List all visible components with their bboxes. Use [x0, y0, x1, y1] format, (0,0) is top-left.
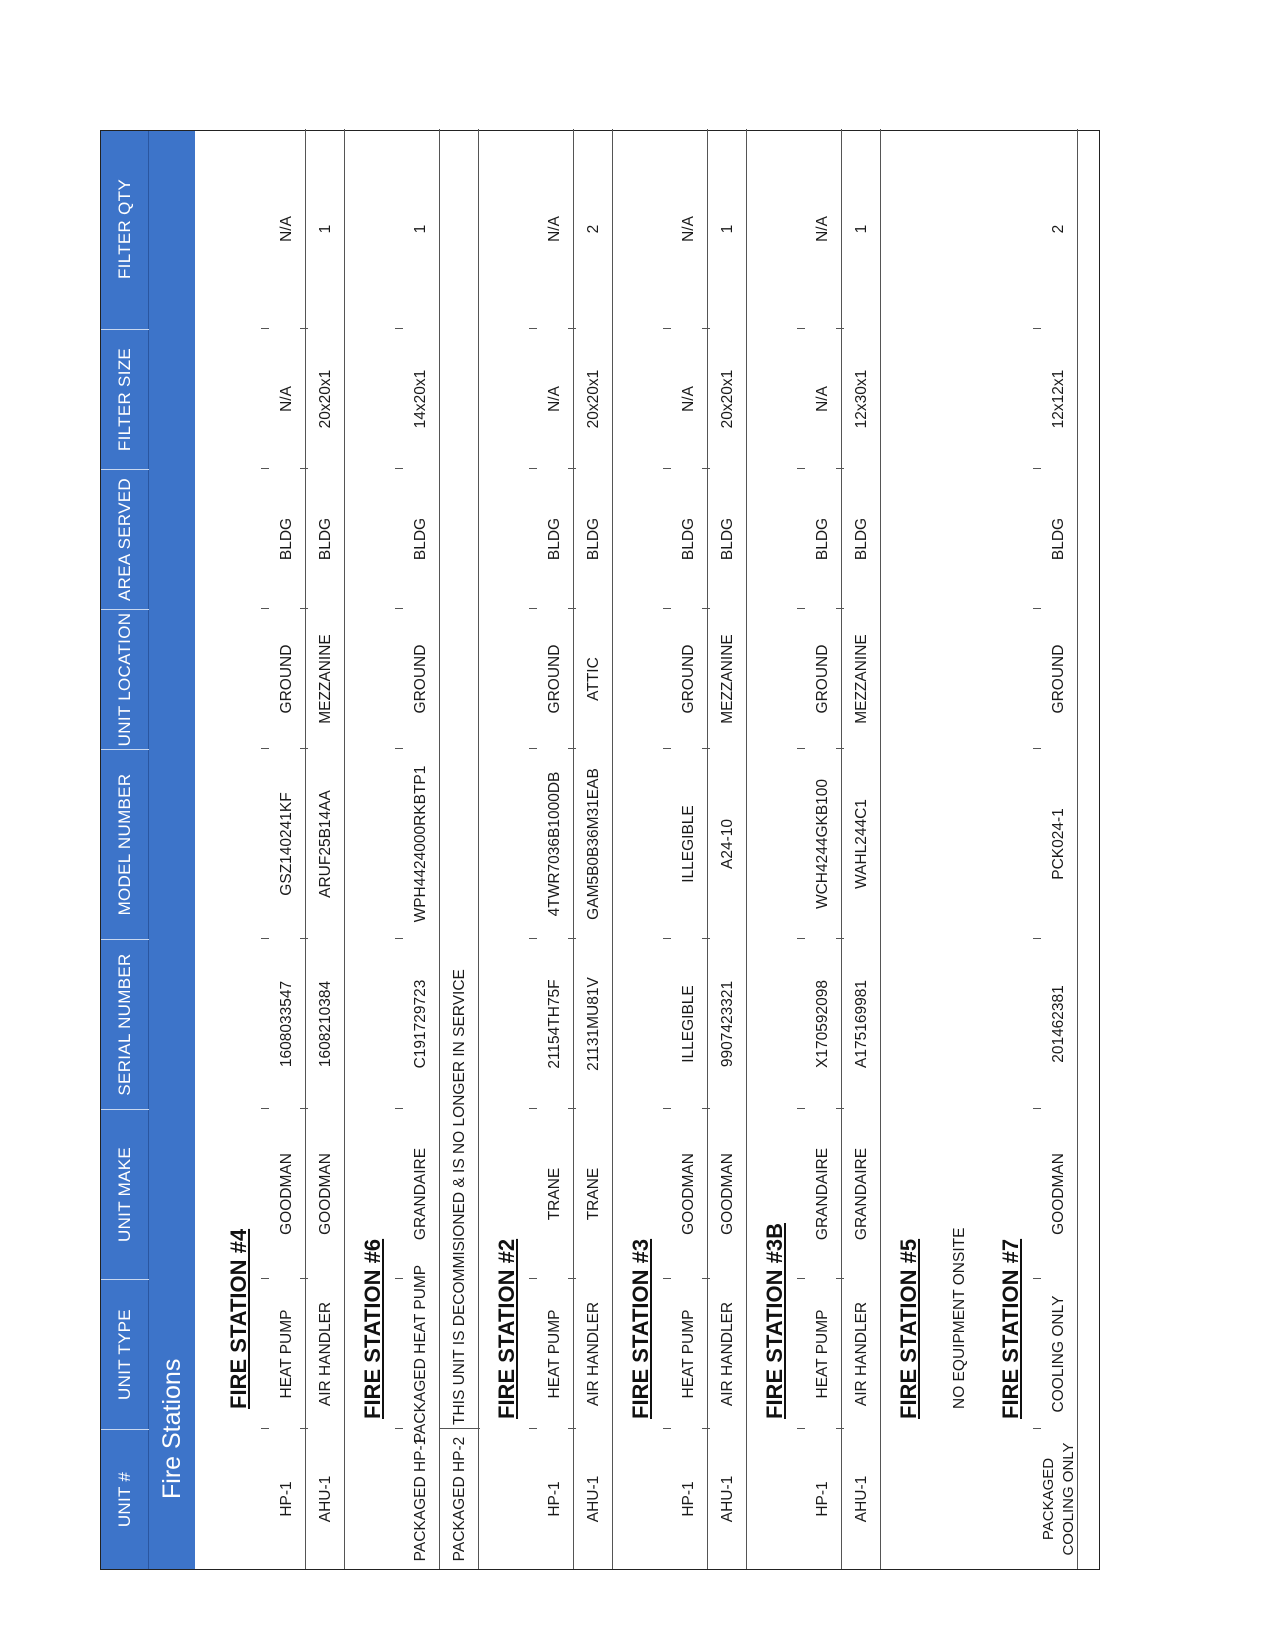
station-heading: FIRE STATION #5 — [896, 1238, 921, 1419]
cell-unit-type: AIR HANDLER — [719, 1301, 736, 1407]
table-row — [710, 131, 746, 1569]
column-divider — [529, 468, 537, 469]
cell-unit-location: MEZZANINE — [719, 634, 736, 724]
cell-unit-location: GROUND — [546, 644, 563, 714]
column-divider — [395, 608, 403, 609]
cell-unit-number: AHU-1 — [585, 1475, 602, 1523]
decommissioned-note: THIS UNIT IS DECOMMISIONED & IS NO LONGER IN SERVICE — [451, 969, 468, 1425]
unit-number-line: COOLING ONLY — [1060, 1442, 1077, 1556]
cell-filter-qty: 2 — [1050, 224, 1067, 234]
column-divider — [300, 938, 308, 939]
cell-unit-location: GROUND — [680, 644, 697, 714]
column-divider — [261, 1278, 269, 1279]
column-divider — [568, 328, 576, 329]
cell-filter-qty: 1 — [719, 224, 736, 234]
column-divider — [395, 1428, 403, 1429]
column-divider — [663, 748, 671, 749]
table-row — [403, 131, 439, 1569]
station-heading: FIRE STATION #2 — [494, 1238, 519, 1419]
cell-unit-make: GOODMAN — [680, 1153, 697, 1235]
column-divider — [836, 748, 844, 749]
column-divider — [261, 1108, 269, 1109]
cell-unit-number: AHU-1 — [853, 1475, 870, 1523]
column-divider — [261, 748, 269, 749]
column-divider — [568, 468, 576, 469]
column-divider — [797, 938, 805, 939]
cell-filter-size: 14x20x1 — [412, 369, 429, 429]
cell-model-number: A24-10 — [719, 819, 736, 869]
column-divider — [663, 1278, 671, 1279]
table-header — [101, 131, 149, 1569]
row-divider — [707, 129, 708, 1569]
column-divider — [568, 938, 576, 939]
cell-filter-qty: 1 — [853, 224, 870, 234]
row-divider — [478, 129, 479, 1569]
column-divider — [300, 748, 308, 749]
column-divider — [663, 468, 671, 469]
cell-filter-size: N/A — [680, 386, 697, 412]
cell-model-number: PCK024-1 — [1050, 808, 1067, 880]
table-row — [308, 131, 344, 1569]
cell-area-served: BLDG — [278, 517, 295, 561]
column-divider — [702, 468, 710, 469]
cell-unit-make: GRANDAIRE — [814, 1147, 831, 1241]
cell-unit-number: HP-1 — [546, 1481, 563, 1517]
cell-model-number: ARUF25B14AA — [317, 790, 334, 898]
column-divider — [529, 1278, 537, 1279]
column-divider — [1033, 748, 1041, 749]
cell-unit-location: MEZZANINE — [317, 634, 334, 724]
equipment-schedule-page — [100, 130, 1100, 1570]
column-divider — [395, 328, 403, 329]
row-divider — [305, 129, 306, 1569]
station-heading: FIRE STATION #3B — [762, 1223, 787, 1419]
column-divider — [836, 468, 844, 469]
cell-serial-number: 201462381 — [1050, 985, 1067, 1063]
cell-filter-size: 20x20x1 — [585, 369, 602, 429]
cell-unit-make: GRANDAIRE — [853, 1147, 870, 1241]
table-row — [537, 131, 573, 1569]
cell-unit-make: TRANE — [585, 1167, 602, 1221]
column-divider — [702, 1428, 710, 1429]
cell-filter-qty: N/A — [546, 216, 563, 242]
table-row — [1041, 131, 1077, 1569]
column-divider — [663, 328, 671, 329]
cell-model-number: ILLEGIBLE — [680, 805, 697, 883]
column-divider — [702, 748, 710, 749]
cell-unit-make: GRANDAIRE — [412, 1147, 429, 1241]
header-unit-number: UNIT # — [101, 1429, 149, 1569]
column-divider — [663, 1428, 671, 1429]
column-divider — [663, 938, 671, 939]
column-divider — [261, 1428, 269, 1429]
cell-filter-qty: 1 — [412, 224, 429, 234]
cell-unit-number: AHU-1 — [719, 1475, 736, 1523]
cell-unit-number — [1041, 1429, 1077, 1569]
cell-area-served: BLDG — [719, 517, 736, 561]
cell-filter-size: N/A — [814, 386, 831, 412]
cell-serial-number: ILLEGIBLE — [680, 985, 697, 1063]
header-unit-make: UNIT MAKE — [101, 1109, 149, 1279]
row-divider — [439, 129, 440, 1569]
column-divider — [797, 608, 805, 609]
column-divider — [529, 748, 537, 749]
cell-filter-size: 12x30x1 — [853, 369, 870, 429]
cell-area-served: BLDG — [585, 517, 602, 561]
cell-model-number: GAM5B0B36M31EAB — [585, 768, 602, 920]
column-divider — [395, 468, 403, 469]
column-divider — [261, 938, 269, 939]
cell-model-number: WAHL244C1 — [853, 799, 870, 889]
header-serial-number: SERIAL NUMBER — [101, 939, 149, 1109]
cell-filter-size: 20x20x1 — [719, 369, 736, 429]
unit-number-line: PACKAGED — [1040, 1457, 1057, 1541]
column-divider — [797, 1428, 805, 1429]
cell-unit-location: GROUND — [1050, 644, 1067, 714]
column-divider — [568, 748, 576, 749]
column-divider — [395, 938, 403, 939]
cell-filter-size: N/A — [546, 386, 563, 412]
table-row — [844, 131, 880, 1569]
cell-unit-number: PACKAGED HP-2 — [451, 1436, 468, 1562]
cell-model-number: WPH4424000RKBTP1 — [412, 765, 429, 923]
row-divider — [746, 129, 747, 1569]
cell-unit-type: PACKAGED HEAT PUMP — [412, 1264, 429, 1444]
section-band — [149, 131, 195, 1569]
cell-unit-type: AIR HANDLER — [853, 1301, 870, 1407]
column-divider — [1033, 1428, 1041, 1429]
station-heading: FIRE STATION #7 — [998, 1238, 1023, 1419]
cell-serial-number: 21131MU81V — [585, 977, 602, 1071]
header-unit-location: UNIT LOCATION — [101, 609, 149, 749]
cell-unit-type: HEAT PUMP — [680, 1309, 697, 1399]
column-divider — [395, 748, 403, 749]
cell-model-number: GSZ140241KF — [278, 792, 295, 896]
decommissioned-row — [442, 131, 478, 1569]
column-divider — [568, 608, 576, 609]
column-divider — [568, 1278, 576, 1279]
station-heading: FIRE STATION #6 — [360, 1238, 385, 1419]
column-divider — [1033, 608, 1041, 609]
station-heading: FIRE STATION #4 — [226, 1228, 251, 1409]
cell-unit-number: HP-1 — [680, 1481, 697, 1517]
column-divider — [395, 1278, 403, 1279]
column-divider — [1033, 328, 1041, 329]
cell-filter-qty: N/A — [680, 216, 697, 242]
cell-filter-qty: 2 — [585, 224, 602, 234]
column-divider — [836, 1278, 844, 1279]
column-divider — [797, 328, 805, 329]
cell-unit-type: HEAT PUMP — [278, 1309, 295, 1399]
cell-unit-location: MEZZANINE — [853, 634, 870, 724]
cell-area-served: BLDG — [853, 517, 870, 561]
cell-unit-make: GOODMAN — [278, 1153, 295, 1235]
cell-unit-make: GOODMAN — [719, 1153, 736, 1235]
column-divider — [529, 1108, 537, 1109]
column-divider — [529, 938, 537, 939]
cell-filter-size: N/A — [278, 386, 295, 412]
cell-unit-location: ATTIC — [585, 657, 602, 701]
station-heading: FIRE STATION #3 — [628, 1238, 653, 1419]
column-divider — [663, 608, 671, 609]
table-row — [671, 131, 707, 1569]
column-divider — [836, 328, 844, 329]
column-divider — [529, 608, 537, 609]
column-divider — [300, 1108, 308, 1109]
cell-serial-number: X170592098 — [814, 980, 831, 1068]
cell-unit-number: PACKAGED HP-1 — [412, 1436, 429, 1562]
header-unit-type: UNIT TYPE — [101, 1279, 149, 1429]
cell-serial-number: 1608210384 — [317, 980, 334, 1068]
cell-unit-type: AIR HANDLER — [585, 1301, 602, 1407]
cell-serial-number: C191729723 — [412, 979, 429, 1069]
cell-model-number: 4TWR7036B1000DB — [546, 771, 563, 917]
column-divider — [702, 1108, 710, 1109]
cell-unit-number: HP-1 — [814, 1481, 831, 1517]
column-divider — [300, 608, 308, 609]
column-divider — [836, 608, 844, 609]
column-divider — [1033, 1278, 1041, 1279]
cell-serial-number: 21154TH75F — [546, 979, 563, 1069]
cell-model-number: WCH4244GKB100 — [814, 778, 831, 910]
column-divider — [1033, 938, 1041, 939]
column-divider — [529, 1428, 537, 1429]
cell-filter-size: 20x20x1 — [317, 369, 334, 429]
cell-serial-number: 1608033547 — [278, 980, 295, 1068]
column-divider — [261, 328, 269, 329]
cell-unit-make: TRANE — [546, 1167, 563, 1221]
cell-filter-qty: 1 — [317, 224, 334, 234]
cell-unit-location: GROUND — [412, 644, 429, 714]
header-area-served: AREA SERVED — [101, 469, 149, 609]
column-divider — [300, 328, 308, 329]
column-divider — [300, 1278, 308, 1279]
cell-unit-type: COOLING ONLY — [1050, 1295, 1067, 1413]
cell-filter-size: 12x12x1 — [1050, 369, 1067, 429]
table-row — [805, 131, 841, 1569]
cell-unit-type: HEAT PUMP — [546, 1309, 563, 1399]
cell-unit-make: GOODMAN — [317, 1153, 334, 1235]
table-row — [269, 131, 305, 1569]
cell-area-served: BLDG — [412, 517, 429, 561]
cell-area-served: BLDG — [546, 517, 563, 561]
column-divider — [300, 468, 308, 469]
cell-serial-number: A175169981 — [853, 980, 870, 1068]
cell-unit-location: GROUND — [278, 644, 295, 714]
cell-serial-number: 9907423321 — [719, 980, 736, 1068]
column-divider — [1033, 1108, 1041, 1109]
column-divider — [1033, 468, 1041, 469]
no-equipment-note: NO EQUIPMENT ONSITE — [951, 1227, 968, 1409]
column-divider — [797, 748, 805, 749]
cell-area-served: BLDG — [680, 517, 697, 561]
column-divider — [300, 1428, 308, 1429]
column-divider — [663, 1108, 671, 1109]
table-row — [576, 131, 612, 1569]
header-filter-size: FILTER SIZE — [101, 329, 149, 469]
row-divider — [1077, 129, 1078, 1569]
column-divider — [395, 1108, 403, 1109]
row-divider — [841, 129, 842, 1569]
row-divider — [880, 129, 881, 1569]
row-divider — [344, 129, 345, 1569]
column-divider — [836, 1108, 844, 1109]
header-model-number: MODEL NUMBER — [101, 749, 149, 939]
column-divider — [261, 608, 269, 609]
column-divider — [797, 1108, 805, 1109]
cell-filter-qty: N/A — [278, 216, 295, 242]
header-filter-qty: FILTER QTY — [115, 179, 134, 279]
column-divider — [568, 1108, 576, 1109]
cell-unit-type: AIR HANDLER — [317, 1301, 334, 1407]
cell-filter-qty: N/A — [814, 216, 831, 242]
column-divider — [836, 1428, 844, 1429]
column-divider — [261, 468, 269, 469]
cell-area-served: BLDG — [814, 517, 831, 561]
column-divider — [836, 938, 844, 939]
column-divider — [702, 1278, 710, 1279]
cell-unit-type: HEAT PUMP — [814, 1309, 831, 1399]
cell-unit-location: GROUND — [814, 644, 831, 714]
row-divider — [612, 129, 613, 1569]
column-divider — [797, 1278, 805, 1279]
column-divider — [440, 1428, 480, 1429]
column-divider — [702, 328, 710, 329]
column-divider — [702, 608, 710, 609]
cell-unit-make: GOODMAN — [1050, 1153, 1067, 1235]
cell-unit-number: HP-1 — [278, 1481, 295, 1517]
column-divider — [797, 468, 805, 469]
column-divider — [702, 938, 710, 939]
cell-area-served: BLDG — [317, 517, 334, 561]
page-title: Fire Stations — [157, 1358, 186, 1499]
row-divider — [573, 129, 574, 1569]
cell-area-served: BLDG — [1050, 517, 1067, 561]
column-divider — [568, 1428, 576, 1429]
column-divider — [529, 328, 537, 329]
cell-unit-number: AHU-1 — [317, 1475, 334, 1523]
